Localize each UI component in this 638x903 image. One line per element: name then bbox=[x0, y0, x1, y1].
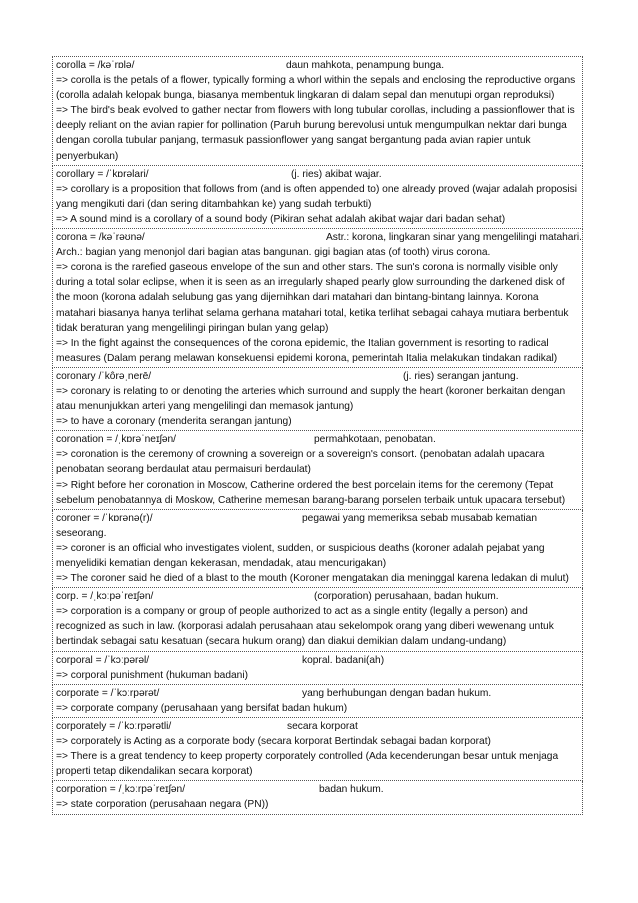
dictionary-entry bbox=[52, 718, 583, 781]
entry-gloss: daun mahkota, penampung bunga. bbox=[286, 60, 445, 71]
entry-gloss: (j. ries) akibat wajar. bbox=[291, 168, 382, 180]
dictionary-entry bbox=[52, 368, 583, 431]
entry-headline bbox=[56, 167, 580, 182]
entry-gloss: (corporation) perusahaan, badan hukum. bbox=[314, 591, 499, 603]
entry-text-line: => corolla is the petals of a flower, typically forming a whorl within the sepals and enclosing the reproductive organs (corolla adalah kelopak bunga, biasanya membentuk lingkaran di dalam sepal dan menutupi organ reproduksi) bbox=[56, 75, 576, 102]
entry-term: corporation = /ˌkɔːrpəˈreɪʃən/ bbox=[56, 784, 186, 796]
entry-gloss: permahkotaan, penobatan. bbox=[314, 434, 436, 446]
entry-text-line: => coroner is an official who investigates violent, sudden, or suspicious deaths (koroner adalah pejabat yang menyelidiki kematian dengan kekerasan, mendadak, atau mencurigakan) bbox=[56, 542, 545, 569]
dictionary-entry bbox=[52, 166, 583, 229]
entry-headline bbox=[56, 782, 580, 797]
entry-text-line: => In the fight against the consequences of the corona epidemic, the Italian government is resorting to radical measures (Dalam perang melawan konsekuensi epidemi korona, pemerintah Italia melakukan tindakan radikal) bbox=[56, 337, 558, 364]
entry-text-line: => A sound mind is a corollary of a sound body (Pikiran sehat adalah akibat wajar dari badan sehat) bbox=[56, 213, 506, 225]
entry-text-line: => to have a coronary (menderita serangan jantung) bbox=[56, 416, 292, 428]
entry-headline bbox=[56, 653, 580, 668]
entry-gloss: pegawai yang memeriksa sebab musabab kematian bbox=[302, 512, 538, 524]
dictionary-entry bbox=[52, 510, 583, 588]
entry-text-line: seseorang. bbox=[56, 527, 107, 539]
entry-headline bbox=[56, 369, 580, 384]
entry-headline bbox=[56, 719, 580, 734]
entry-text-line: => There is a great tendency to keep property corporately controlled (Ada kecenderungan besar untuk menjaga properti tetap dikendalikan secara korporat) bbox=[56, 751, 559, 778]
entry-text-line: Arch.: bagian yang menonjol dari bagian atas bangunan. gigi bagian atas (of tooth) virus corona. bbox=[56, 247, 491, 259]
dictionary-entry bbox=[52, 781, 583, 814]
entry-headline bbox=[56, 589, 580, 604]
entry-text-line: => coronary is relating to or denoting the arteries which surround and supply the heart (koroner berkaitan dengan atau menunjukkan arteri yang mengelilingi dan memasok jantung) bbox=[56, 385, 566, 413]
entry-term: corona = /kəˈrəʊnə/ bbox=[56, 232, 145, 244]
entry-text-line: => The bird's beak evolved to gather nectar from flowers with long tubular corollas, including a passionflower that is deeply reliant on the avian rapier for pollination (Paruh burung berevolusi untuk mengumpulkan nektar dari bunga dengan corolla tubular panjang, termasuk passionflower yang sangat bergantung pada avian rapier untuk penyerbukan) bbox=[56, 105, 575, 162]
entry-term: corporal = /ˈkɔːpərəl/ bbox=[56, 654, 150, 666]
entry-term: coronary /ˈkôrəˌnerē/ bbox=[56, 370, 152, 382]
entry-gloss: badan hukum. bbox=[319, 784, 384, 796]
entry-gloss: Astr.: korona, lingkaran sinar yang mengelilingi matahari. bbox=[326, 232, 582, 244]
entry-headline bbox=[56, 686, 580, 701]
entry-term: corp. = /ˌkɔːpəˈreɪʃən/ bbox=[56, 591, 154, 603]
dictionary-entry bbox=[52, 229, 583, 368]
entry-text-line: => corporate company (perusahaan yang bersifat badan hukum) bbox=[56, 702, 348, 714]
dictionary-entry bbox=[52, 588, 583, 651]
entry-headline bbox=[56, 230, 580, 245]
entry-term: corporately = /ˈkɔːrpərətli/ bbox=[56, 720, 172, 732]
entry-term: corolla = /kəˈrɒlə/ bbox=[56, 60, 135, 71]
dictionary-entry bbox=[52, 431, 583, 509]
entry-text-line: => coronation is the ceremony of crowning a sovereign or a sovereign's consort. (penobatan adalah upacara penobatan seorang berdaulat atau permaisuri berdaulat) bbox=[56, 449, 545, 476]
entry-gloss: (j. ries) serangan jantung. bbox=[403, 370, 519, 382]
entry-gloss: secara korporat bbox=[287, 720, 358, 732]
entry-term: corporate = /ˈkɔːrpərət/ bbox=[56, 687, 160, 699]
entry-gloss: yang berhubungan dengan badan hukum. bbox=[302, 687, 492, 699]
entry-headline bbox=[56, 58, 580, 73]
entry-headline bbox=[56, 511, 580, 526]
entry-term: coronation = /ˌkɒrəˈneɪʃən/ bbox=[56, 434, 177, 446]
entry-text-line: => corona is the rarefied gaseous envelope of the sun and other stars. The sun's corona is normally visible only during a total solar eclipse, when it is seen as an irregularly shaped pearly glow surrounding the darkened disk of the moon (korona adalah selubung gas yang dijernihkan dari matahari dan bintang-bintang lainnya. Korona matahari biasanya hanya terlihat selama gerhana matahari total, ketika terlihat sebagai cahaya mutiara berbentuk tidak beraturan yang mengelilingi piringan bulan yang gelap) bbox=[56, 262, 569, 334]
entry-text-line: => corporal punishment (hukuman badani) bbox=[56, 669, 248, 681]
entry-text-line: => The coroner said he died of a blast to the mouth (Koroner mengatakan dia meninggal karena ledakan di mulut) bbox=[56, 573, 569, 585]
entry-text-line: => corollary is a proposition that follows from (and is often appended to) one already proved (wajar adalah proposisi yang mengikuti dari (dan sering ditambahkan ke) yang sudah terbukti) bbox=[56, 183, 577, 210]
dictionary-entry bbox=[52, 652, 583, 685]
entry-term: corollary = /ˈkɒrəlari/ bbox=[56, 168, 149, 180]
entry-text-line: => corporately is Acting as a corporate body (secara korporat Bertindak sebagai badan korporat) bbox=[56, 736, 491, 748]
entry-gloss: kopral. badani(ah) bbox=[302, 654, 385, 666]
entry-term: coroner = /ˈkɒrənə(r)/ bbox=[56, 512, 153, 524]
dictionary-entry bbox=[52, 56, 583, 166]
entry-text-line: => corporation is a company or group of people authorized to act as a single entity (legally a person) and recognized as such in law. (korporasi adalah perusahaan atau sekelompok orang yang diberi wewenang untuk bertindak sebagai satu kesatuan (secara hukum orang) dan diakui demikian dalam undang-undang) bbox=[56, 606, 554, 648]
entry-headline bbox=[56, 432, 580, 447]
dictionary-page bbox=[52, 56, 583, 815]
entry-text-line: => state corporation (perusahaan negara (PN)) bbox=[56, 799, 269, 811]
dictionary-entry bbox=[52, 685, 583, 718]
entry-text-line: => Right before her coronation in Moscow, Catherine ordered the best porcelain items for the ceremony (Tepat sebelum penobatannya di Moskow, Catherine memesan barang-barang porselen terbaik untuk upacara tersebut) bbox=[56, 479, 566, 506]
